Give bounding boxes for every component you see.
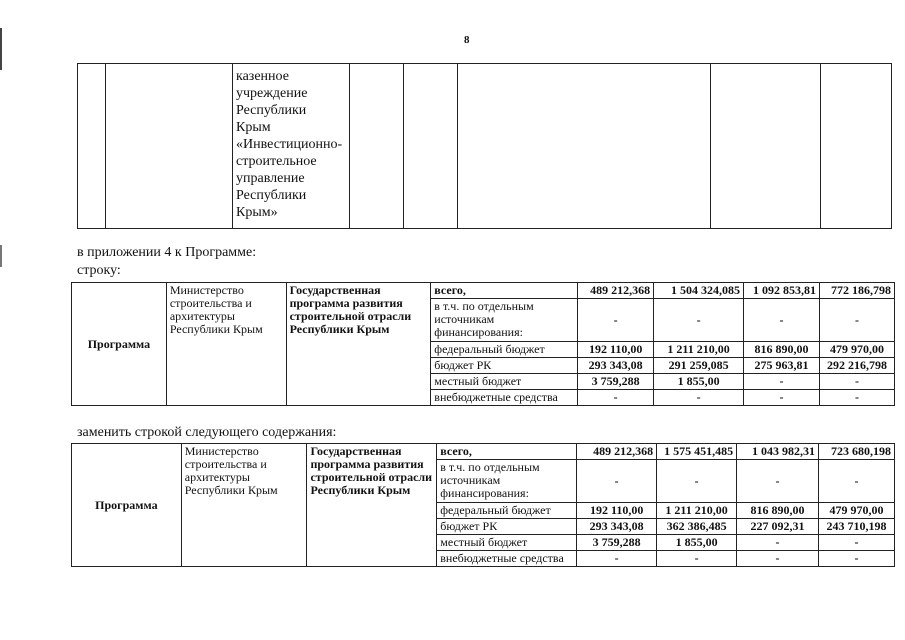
value-cell: -: [577, 551, 657, 567]
table-cell: [350, 64, 404, 229]
page-number: 8: [464, 34, 470, 46]
org-line: «Инвестиционно-: [236, 137, 343, 152]
org-line: строительное: [236, 154, 317, 169]
scan-left-edge: [0, 245, 2, 267]
value-cell: 3 759,288: [577, 535, 657, 551]
value-cell: -: [819, 390, 894, 406]
table-cell: [404, 64, 458, 229]
value-cell: -: [577, 460, 657, 503]
value-cell: -: [819, 460, 895, 503]
ministry-cell: Министерство строительства и архитектуры Республики Крым: [181, 444, 307, 567]
value-cell: 1 092 853,81: [744, 283, 820, 299]
value-cell: -: [744, 299, 820, 342]
value-cell: 1 855,00: [657, 535, 737, 551]
source-cell: в т.ч. по отдельным источникам финансирования:: [437, 460, 577, 503]
value-cell: 293 343,08: [578, 358, 654, 374]
source-cell: бюджет РК: [437, 519, 577, 535]
value-cell: 1 043 982,31: [737, 444, 819, 460]
value-cell: -: [819, 374, 894, 390]
org-line: учреждение: [236, 86, 308, 101]
value-cell: -: [744, 390, 820, 406]
value-cell: 1 211 210,00: [654, 342, 744, 358]
value-cell: 816 890,00: [737, 503, 819, 519]
source-cell: местный бюджет: [431, 374, 578, 390]
source-cell: всего,: [431, 283, 578, 299]
value-cell: -: [819, 299, 894, 342]
source-cell: всего,: [437, 444, 577, 460]
value-cell: -: [578, 390, 654, 406]
program-label: Программа: [72, 283, 167, 406]
program-label: Программа: [72, 444, 182, 567]
caption-replace: заменить строкой следующего содержания:: [77, 425, 337, 440]
table-cell: [821, 64, 892, 229]
value-cell: 243 710,198: [819, 519, 895, 535]
value-cell: 479 970,00: [819, 503, 895, 519]
value-cell: 489 212,368: [578, 283, 654, 299]
value-cell: 192 110,00: [578, 342, 654, 358]
value-cell: 362 386,485: [657, 519, 737, 535]
value-cell: 1 575 451,485: [657, 444, 737, 460]
value-cell: -: [737, 551, 819, 567]
table-row: [72, 283, 895, 299]
source-cell: местный бюджет: [437, 535, 577, 551]
value-cell: 192 110,00: [577, 503, 657, 519]
value-cell: -: [737, 460, 819, 503]
value-cell: 293 343,08: [577, 519, 657, 535]
source-cell: бюджет РК: [431, 358, 578, 374]
value-cell: -: [737, 535, 819, 551]
value-cell: 772 186,798: [819, 283, 894, 299]
value-cell: -: [654, 390, 744, 406]
org-line: управление: [236, 171, 305, 186]
source-cell: внебюджетные средства: [437, 551, 577, 567]
table-cell: [106, 64, 233, 229]
table-cell: [711, 64, 821, 229]
value-cell: 1 211 210,00: [657, 503, 737, 519]
source-cell: в т.ч. по отдельным источникам финансирования:: [431, 299, 578, 342]
value-cell: 1 504 324,085: [654, 283, 744, 299]
value-cell: -: [657, 551, 737, 567]
org-line: Крым: [236, 120, 271, 135]
value-cell: 723 680,198: [819, 444, 895, 460]
value-cell: -: [819, 551, 895, 567]
ministry-cell: Министерство строительства и архитектуры Республики Крым: [166, 283, 286, 406]
value-cell: 292 216,798: [819, 358, 894, 374]
org-cell: [233, 64, 350, 229]
value-cell: -: [578, 299, 654, 342]
value-cell: -: [819, 535, 895, 551]
value-cell: -: [744, 374, 820, 390]
table-cell: [458, 64, 711, 229]
caption-row: строку:: [77, 263, 121, 278]
value-cell: 1 855,00: [654, 374, 744, 390]
table-row: [72, 444, 895, 460]
value-cell: 291 259,085: [654, 358, 744, 374]
caption-appendix: в приложении 4 к Программе:: [77, 245, 257, 260]
org-line: Крым»: [236, 205, 278, 220]
source-cell: внебюджетные средства: [431, 390, 578, 406]
source-cell: федеральный бюджет: [437, 503, 577, 519]
continuation-table: [77, 63, 892, 229]
value-cell: -: [657, 460, 737, 503]
value-cell: -: [654, 299, 744, 342]
old-program-table: [71, 282, 895, 406]
value-cell: 227 092,31: [737, 519, 819, 535]
table-cell: [78, 64, 106, 229]
value-cell: 816 890,00: [744, 342, 820, 358]
source-cell: федеральный бюджет: [431, 342, 578, 358]
org-line: казенное: [236, 69, 289, 84]
value-cell: 479 970,00: [819, 342, 894, 358]
new-program-table: [71, 443, 895, 567]
scan-left-edge: [0, 28, 2, 70]
value-cell: 3 759,288: [578, 374, 654, 390]
program-name-cell: Государственная программа развития строительной отрасли Республики Крым: [307, 444, 437, 567]
org-line: Республики: [236, 103, 307, 118]
value-cell: 275 963,81: [744, 358, 820, 374]
org-line: Республики: [236, 188, 307, 203]
value-cell: 489 212,368: [577, 444, 657, 460]
table-row: [78, 64, 892, 229]
program-name-cell: Государственная программа развития строительной отрасли Республики Крым: [286, 283, 431, 406]
